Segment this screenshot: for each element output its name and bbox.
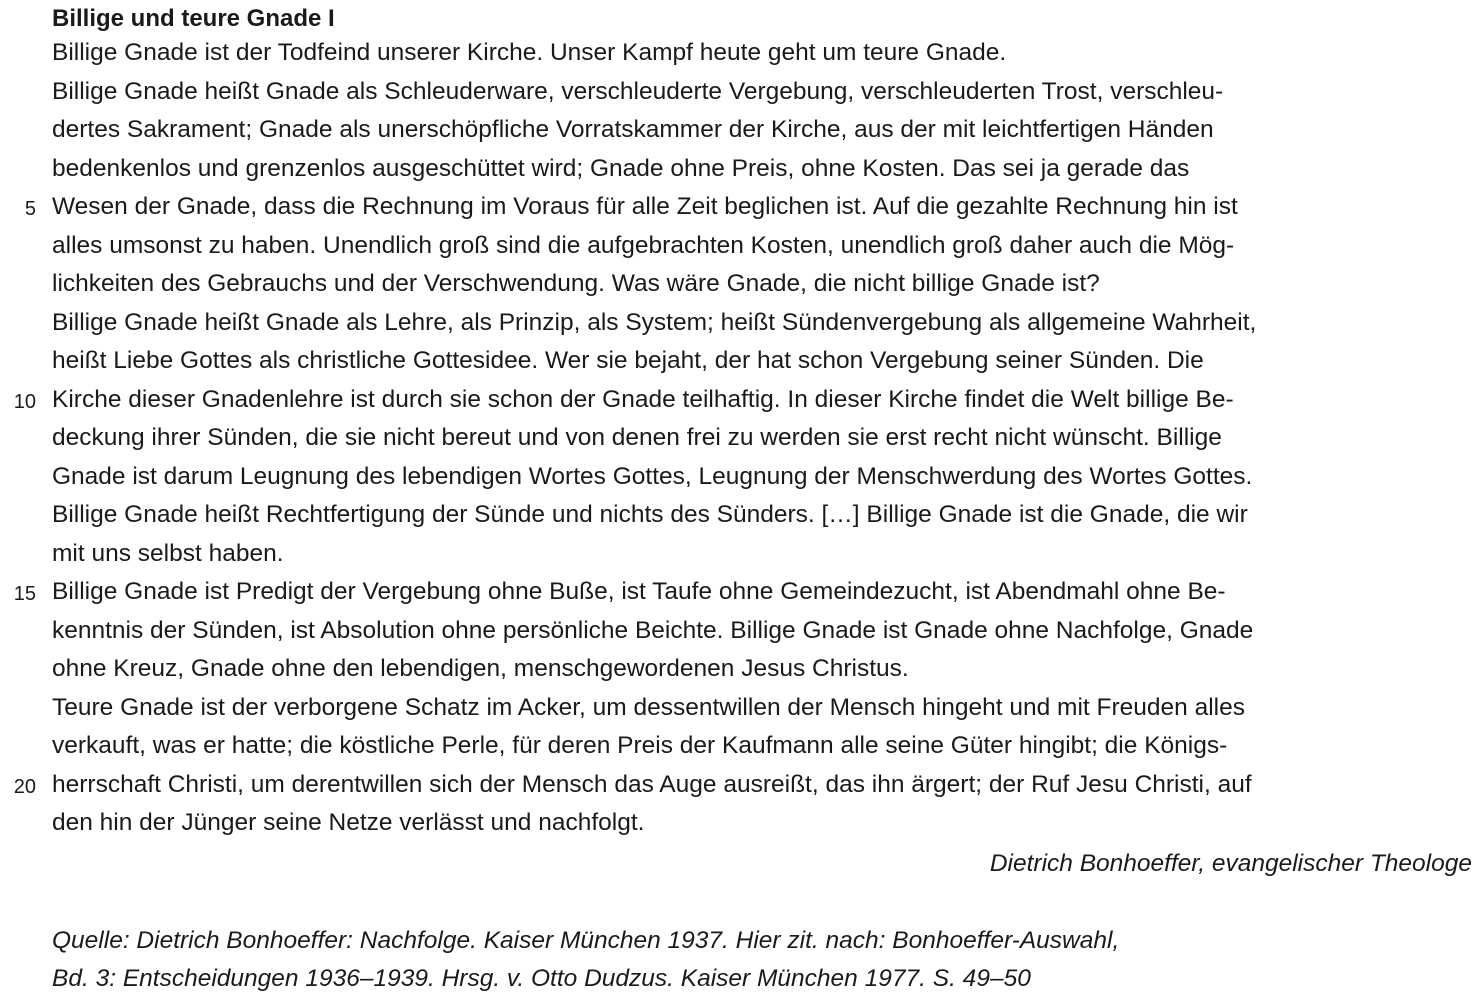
line-text: Billige Gnade heißt Gnade als Lehre, als Prinzip, als System; heißt Sündenvergebung als allgemeine Wahrheit, (52, 308, 1257, 336)
line-text: Billige Gnade heißt Rechtfertigung der Sünde und nichts des Sünders. […] Billige Gnade ist die Gnade, die wir (52, 501, 1248, 528)
line-text: den hin der Jünger seine Netze verlässt und nachfolgt. (52, 809, 645, 836)
text-line (0, 612, 1484, 651)
line-text: Gnade ist darum Leugnung des lebendigen Wortes Gottes, Leugnung der Menschwerdung des Wortes Gottes. (52, 462, 1253, 490)
line-text: Billige Gnade heißt Gnade als Schleuderware, verschleuderte Vergebung, verschleuderten Trost, verschleu- (52, 77, 1224, 105)
text-body (0, 34, 1484, 843)
line-text: lichkeiten des Gebrauchs und der Verschwendung. Was wäre Gnade, die nicht billige Gnade ist? (52, 270, 1100, 297)
text-line (0, 150, 1484, 189)
line-text: mit uns selbst haben. (52, 539, 284, 567)
line-number: 20 (13, 775, 36, 798)
text-line (0, 34, 1484, 73)
text-line (0, 111, 1484, 150)
text-line (0, 535, 1484, 574)
text-line (0, 766, 1484, 805)
line-text: verkauft, was er hatte; die köstliche Perle, für deren Preis der Kaufmann alle seine Güter hingibt; die Königs- (52, 732, 1228, 759)
line-text: alles umsonst zu haben. Unendlich groß sind die aufgebrachten Kosten, unendlich groß daher auch die Mög- (52, 231, 1235, 259)
text-line (0, 419, 1484, 458)
line-text: kenntnis der Sünden, ist Absolution ohne persönliche Beichte. Billige Gnade ist Gnade ohne Nachfolge, Gnade (52, 616, 1254, 644)
text-line (0, 227, 1484, 266)
source-line: Quelle: Dietrich Bonhoeffer: Nachfolge. Kaiser München 1937. Hier zit. nach: Bonhoeffer-Auswahl, (52, 927, 1120, 954)
text-line (0, 342, 1484, 381)
text-line (0, 188, 1484, 227)
text-line (0, 650, 1484, 689)
text-line (0, 573, 1484, 612)
source-citation (52, 922, 1119, 998)
line-text: deckung ihrer Sünden, die sie nicht bereut und von denen frei zu werden sie erst recht nicht wünscht. Billige (52, 424, 1222, 451)
line-text: heißt Liebe Gottes als christliche Gottesidee. Wer sie bejaht, der hat schon Vergebung seiner Sünden. Die (52, 347, 1204, 374)
document-title: Billige und teure Gnade I (52, 5, 335, 32)
line-text: Kirche dieser Gnadenlehre ist durch sie schon der Gnade teilhaftig. In dieser Kirche findet die Welt billige Be- (52, 385, 1234, 413)
line-text: bedenkenlos und grenzenlos ausgeschüttet wird; Gnade ohne Preis, ohne Kosten. Das sei ja gerade das (52, 154, 1190, 182)
source-line: Bd. 3: Entscheidungen 1936–1939. Hrsg. v. Otto Dudzus. Kaiser München 1977. S. 49–50 (52, 965, 1031, 992)
line-text: Billige Gnade ist Predigt der Vergebung ohne Buße, ist Taufe ohne Gemeindezucht, ist Abendmahl ohne Be- (52, 578, 1226, 605)
text-line (0, 804, 1484, 843)
line-text: ohne Kreuz, Gnade ohne den lebendigen, menschgewordenen Jesus Christus. (52, 655, 909, 682)
line-text: dertes Sakrament; Gnade als unerschöpfliche Vorratskammer der Kirche, aus der mit leichtfertigen Händen (52, 116, 1214, 143)
line-text: herrschaft Christi, um derentwillen sich der Mensch das Auge ausreißt, das ihn ärgert; der Ruf Jesu Christi, auf (52, 770, 1252, 798)
line-text: Billige Gnade ist der Todfeind unserer Kirche. Unser Kampf heute geht um teure Gnade. (52, 39, 1007, 66)
line-text: Wesen der Gnade, dass die Rechnung im Voraus für alle Zeit beglichen ist. Auf die gezahlte Rechnung hin ist (52, 193, 1238, 220)
text-line (0, 265, 1484, 304)
text-line (0, 496, 1484, 535)
text-line (0, 458, 1484, 497)
line-text: Teure Gnade ist der verborgene Schatz im Acker, um dessentwillen der Mensch hingeht und mit Freuden alles (52, 693, 1245, 721)
author-attribution: Dietrich Bonhoeffer, evangelischer Theologe (989, 850, 1472, 877)
text-line (0, 304, 1484, 343)
line-number: 15 (13, 583, 36, 605)
text-line (0, 381, 1484, 420)
line-number: 5 (24, 198, 36, 220)
line-number: 10 (13, 390, 36, 413)
text-line (0, 727, 1484, 766)
text-line (0, 73, 1484, 112)
text-line (0, 689, 1484, 728)
